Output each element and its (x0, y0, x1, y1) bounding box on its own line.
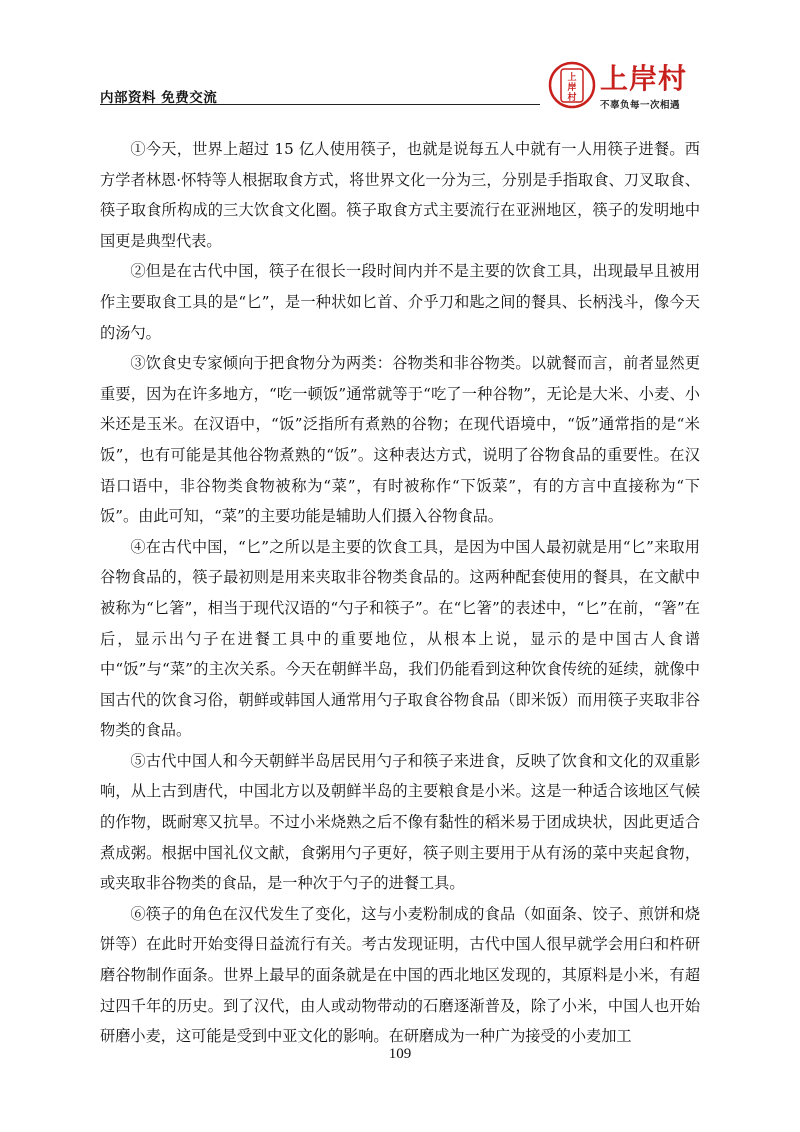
svg-text:村: 村 (567, 93, 577, 103)
logo-slogan: 不辜负每一次相遇 (600, 100, 681, 111)
logo-name: 上岸村 (600, 62, 688, 95)
header-label: 内部资料 免费交流 (100, 90, 218, 106)
paragraph-1: ①今天，世界上超过 15 亿人使用筷子，也就是说每五人中就有一人用筷子进餐。西方学者林恩·怀特等人根据取食方式，将世界文化一分为三，分别是手指取食、刀叉取食、筷子取食所构成的三大饮食文化圈。筷子取食方式主要流行在亚洲地区，筷子的发明地中国更是典型代表。 (100, 140, 700, 250)
page-number: 109 (388, 1046, 412, 1062)
paragraph-5: ⑤古代中国人和今天朝鲜半岛居民用勺子和筷子来进食，反映了饮食和文化的双重影响，从上古到唐代，中国北方以及朝鲜半岛的主要粮食是小米。这是一种适合该地区气候的作物，既耐寒又抗旱。不过小米烧熟之后不像有黏性的稻米易于团成块状，因此更适合煮成粥。根据中国礼仪文献，食粥用勺子更好，筷子则主要用于从有汤的菜中夹起食物，或夹取非谷物类的食品，是一种次于勺子的进餐工具。 (100, 751, 700, 893)
paragraph-4: ④在古代中国，“匕”之所以是主要的饮食工具，是因为中国人最初就是用“匕”来取用谷物食品的，筷子最初则是用来夹取非谷物类食品的。这两种配套使用的餐具，在文献中被称为“匕箸”，相当于现代汉语的“勺子和筷子”。在“匕箸”的表述中，“匕”在前，“箸”在后，显示出勺子在进餐工具中的重要地位，从根本上说，显示的是中国古人食谱中“饭”与“菜”的主次关系。今天在朝鲜半岛，我们仍能看到这种饮食传统的延续，就像中国古代的饮食习俗，朝鲜或韩国人通常用勺子取食谷物食品（即米饭）而用筷子夹取非谷物类的食品。 (100, 537, 700, 740)
article-body (100, 134, 700, 1052)
logo-seal-icon (548, 60, 596, 110)
svg-text:岸: 岸 (567, 83, 577, 93)
svg-text:上: 上 (567, 73, 577, 83)
header-rule (100, 104, 540, 105)
paragraph-6: ⑥筷子的角色在汉代发生了变化，这与小麦粉制成的食品（如面条、饺子、煎饼和烧饼等）在此时开始变得日益流行有关。考古发现证明，古代中国人很早就学会用臼和杵研磨谷物制作面条。世界上最早的面条就是在中国的西北地区发现的，其原料是小米，有超过四千年的历史。到了汉代，由人或动物带动的石磨逐渐普及，除了小米，中国人也开始研磨小麦，这可能是受到中亚文化的影响。在研磨成为一种广为接受的小麦加工 (100, 904, 700, 1046)
paragraph-3: ③饮食史专家倾向于把食物分为两类：谷物类和非谷物类。以就餐而言，前者显然更重要，因为在许多地方，“吃一顿饭”通常就等于“吃了一种谷物”，无论是大米、小麦、小米还是玉米。在汉语中，“饭”泛指所有煮熟的谷物；在现代语境中，“饭”通常指的是“米饭”，也有可能是其他谷物煮熟的“饭”。这种表达方式，说明了谷物食品的重要性。在汉语口语中，非谷物类食物被称为“菜”，有时被称作“下饭菜”，有的方言中直接称为“下饭”。由此可知，“菜”的主要功能是辅助人们摄入谷物食品。 (100, 354, 700, 526)
paragraph-2: ②但是在古代中国，筷子在很长一段时间内并不是主要的饮食工具，出现最早且被用作主要取食工具的是“匕”，是一种状如匕首、介乎刀和匙之间的餐具、长柄浅斗，像今天的汤勺。 (100, 262, 700, 342)
